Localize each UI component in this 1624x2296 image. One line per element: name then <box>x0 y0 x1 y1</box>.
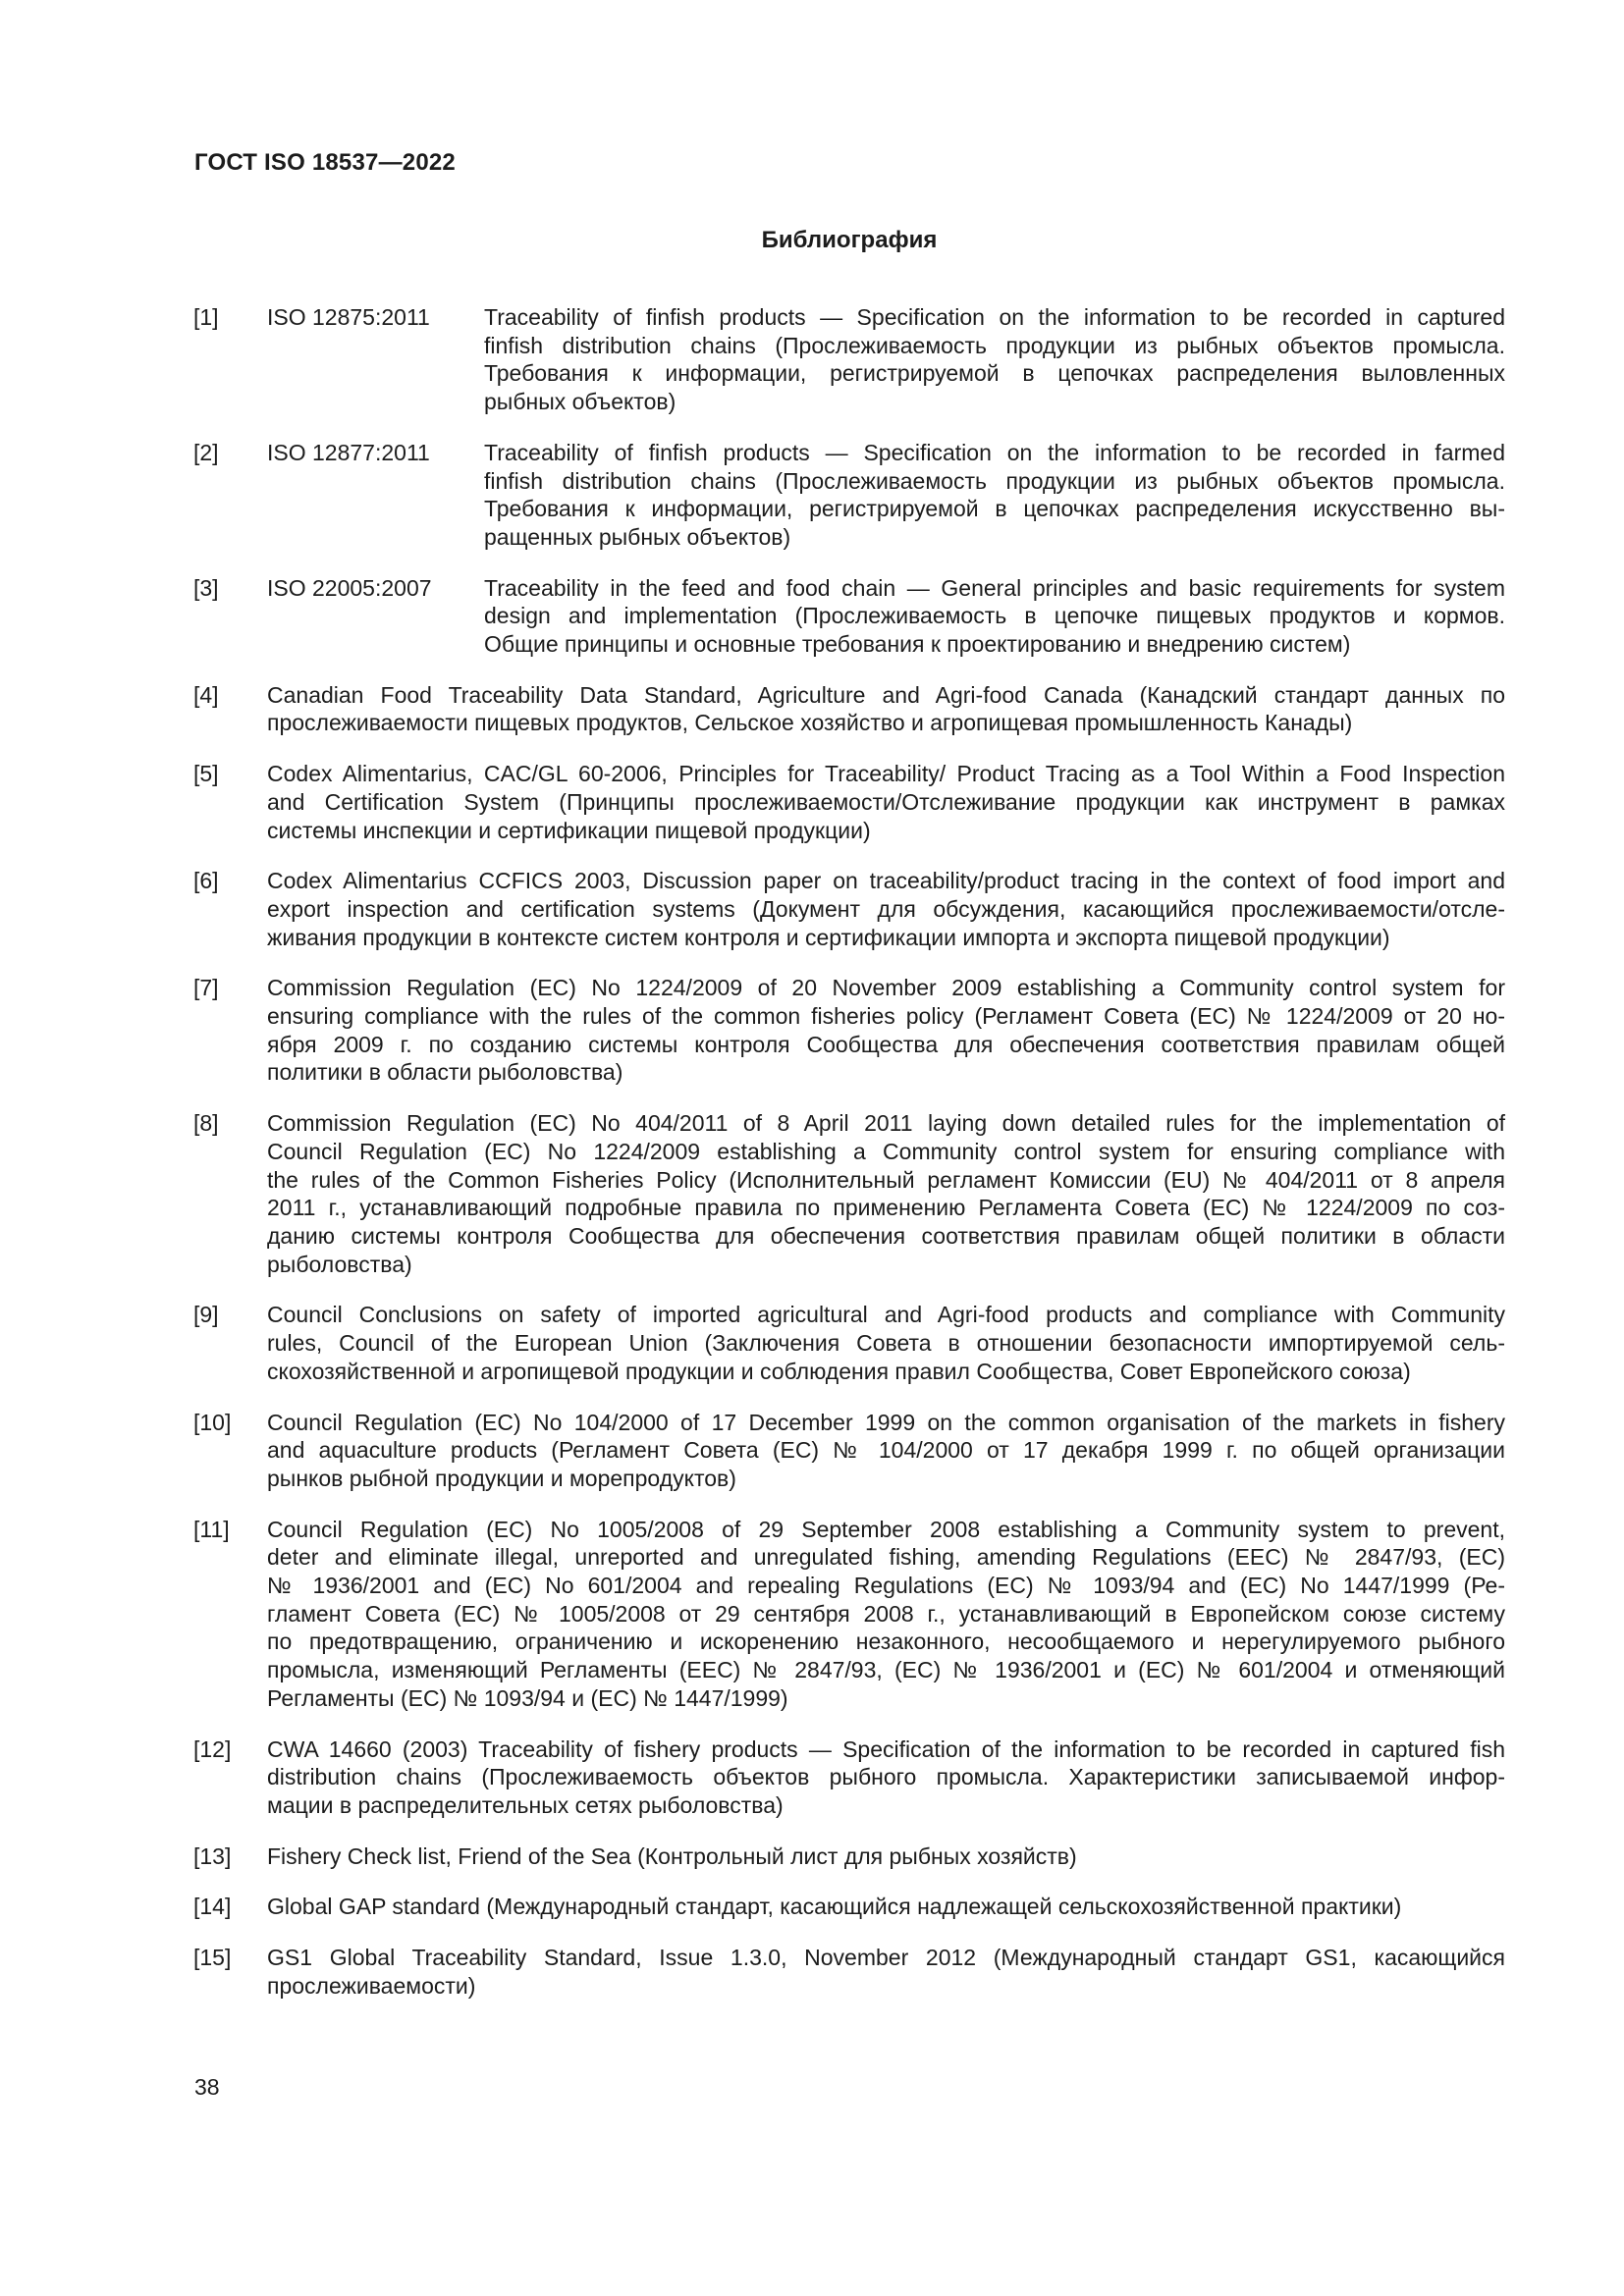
bibliography-entry <box>193 1409 1505 1493</box>
entry-text <box>267 974 1505 1087</box>
entry-number: [5] <box>193 761 219 787</box>
bibliography-entry <box>193 974 1505 1087</box>
entry-number: [9] <box>193 1302 219 1328</box>
entry-text-line: живания продукции в контексте систем контроля и сертификации импорта и экспорта пищевой продукции) <box>267 924 1390 950</box>
entry-text <box>267 681 1505 737</box>
page-number: 38 <box>194 2074 220 2100</box>
entry-text-line: distribution chains (Прослеживаемость объектов рыбного промысла. Характеристики записываемой инфор- <box>267 1764 1505 1790</box>
entry-text <box>267 1109 1505 1278</box>
entry-text <box>267 760 1505 844</box>
entry-text-line: по предотвращению, ограничению и искоренению незаконного, несообщаемого и нерегулируемого рыбного <box>267 1629 1505 1655</box>
entry-text-line: мации в распределительных сетях рыболовства) <box>267 1791 784 1818</box>
entry-text-line: Council Regulation (EC) No 1005/2008 of 29 September 2008 establishing a Community system to prevent, <box>267 1516 1505 1542</box>
entry-text-line: Codex Alimentarius, CAC/GL 60-2006, Principles for Traceability/ Product Tracing as a Tool Within a Food Inspection <box>267 761 1505 787</box>
entry-text-line: Global GAP standard (Международный стандарт, касающийся надлежащей сельскохозяйственной практики) <box>267 1894 1402 1920</box>
entry-text-line: системы инспекции и сертификации пищевой продукции) <box>267 817 871 843</box>
entry-text-line: Требования к информации, регистрируемой в цепочках распределения искусственно вы- <box>484 496 1505 522</box>
entry-text-line: политики в области рыболовства) <box>267 1059 623 1086</box>
entry-text-line: CWA 14660 (2003) Traceability of fishery products — Specification of the information to be recorded in captured fish <box>267 1735 1505 1762</box>
document-code-header: ГОСТ ISO 18537—2022 <box>194 149 456 176</box>
entry-number: [2] <box>193 439 219 465</box>
entry-text-line: finfish distribution chains (Прослеживаемость продукции из рыбных объектов промысла. <box>484 332 1505 358</box>
entry-text <box>267 1409 1505 1493</box>
entry-number: [14] <box>193 1894 232 1920</box>
entry-text-line: прослеживаемости пищевых продуктов, Сельское хозяйство и агропищевая промышленность Канады) <box>267 710 1353 736</box>
entry-text <box>267 1842 1505 1871</box>
entry-text-line: rules, Council of the European Union (Заключения Совета в отношении безопасности импортируемой сель- <box>267 1330 1505 1357</box>
entry-standard-code: ISO 12875:2011 <box>267 304 430 330</box>
entry-text-line: ensuring compliance with the rules of the common fisheries policy (Регламент Совета (ЕС) № 1224/2009 от 20 но- <box>267 1003 1505 1030</box>
entry-text-line: ращенных рыбных объектов) <box>484 523 791 550</box>
entry-text-line: рынков рыбной продукции и морепродуктов) <box>267 1465 736 1491</box>
entry-text-line: Traceability of finfish products — Specification on the information to be recorded in farmed <box>484 439 1505 465</box>
entry-text-line: ября 2009 г. по созданию системы контроля Сообщества для обеспечения соответствия правилам общей <box>267 1031 1505 1057</box>
bibliography-entry <box>193 867 1505 951</box>
bibliography-entry <box>193 1735 1505 1820</box>
entry-text <box>267 867 1505 951</box>
entry-text-line: Council Regulation (EC) No 104/2000 of 17 December 1999 on the common organisation of the markets in fishery <box>267 1409 1505 1435</box>
entry-text-line: рыбных объектов) <box>484 389 677 415</box>
entry-text-line: Council Regulation (EC) No 1224/2009 establishing a Community control system for ensuring compliance with <box>267 1138 1505 1164</box>
entry-text-line: гламент Совета (ЕС) № 1005/2008 от 29 сентября 2008 г., устанавливающий в Европейском союзе систему <box>267 1600 1505 1627</box>
entry-number: [8] <box>193 1110 219 1137</box>
entry-text <box>267 1735 1505 1820</box>
entry-number: [6] <box>193 868 219 894</box>
entry-text <box>267 1893 1505 1921</box>
entry-number: [3] <box>193 574 219 601</box>
entry-text-line: данию системы контроля Сообщества для обеспечения соответствия правилам общей политики в области <box>267 1222 1505 1249</box>
entry-number: [11] <box>193 1516 230 1542</box>
entry-number: [10] <box>193 1409 232 1435</box>
entry-standard-code: ISO 22005:2007 <box>267 574 432 601</box>
entry-number: [1] <box>193 304 219 330</box>
entry-text <box>267 1944 1505 2000</box>
bibliography-entry <box>193 1842 1505 1871</box>
entry-text-line: Traceability in the feed and food chain — General principles and basic requirements for system <box>484 574 1505 601</box>
entry-text-line: Traceability of finfish products — Specification on the information to be recorded in captured <box>484 304 1505 330</box>
entry-text-line: № 1936/2001 and (EC) No 601/2004 and repealing Regulations (EC) № 1093/94 and (EC) No 1447/1999 (Ре- <box>267 1573 1505 1599</box>
bibliography-entry <box>193 681 1505 737</box>
entry-text-line: Codex Alimentarius CCFICS 2003, Discussion paper on traceability/product tracing in the context of food import and <box>267 868 1505 894</box>
bibliography-list <box>193 303 1505 2022</box>
entry-text <box>267 1516 1505 1713</box>
entry-text-line: and aquaculture products (Регламент Совета (ЕС) № 104/2000 от 17 декабря 1999 г. по общей организации <box>267 1437 1505 1464</box>
entry-number: [13] <box>193 1842 232 1869</box>
entry-text-line: 2011 г., устанавливающий подробные правила по применению Регламента Совета (ЕС) № 1224/2009 по соз- <box>267 1195 1505 1221</box>
bibliography-entry <box>193 1109 1505 1278</box>
entry-text-line: Commission Regulation (EC) No 1224/2009 of 20 November 2009 establishing a Community control system for <box>267 975 1505 1001</box>
entry-text-line: Fishery Check list, Friend of the Sea (Контрольный лист для рыбных хозяйств) <box>267 1842 1077 1869</box>
entry-text-line: Регламенты (ЕС) № 1093/94 и (ЕС) № 1447/1999) <box>267 1684 788 1711</box>
entry-text <box>484 303 1505 416</box>
entry-text-line: Commission Regulation (EC) No 404/2011 of 8 April 2011 laying down detailed rules for the implementation of <box>267 1110 1505 1137</box>
entry-number: [7] <box>193 975 219 1001</box>
entry-text-line: the rules of the Common Fisheries Policy (Исполнительный регламент Комиссии (EU) № 404/2011 от 8 апреля <box>267 1166 1505 1193</box>
entry-number: [4] <box>193 681 219 708</box>
entry-text-line: Council Conclusions on safety of imported agricultural and Agri-food products and compliance with Community <box>267 1302 1505 1328</box>
bibliography-entry <box>193 439 1505 552</box>
bibliography-entry <box>193 1944 1505 2000</box>
entry-number: [15] <box>193 1945 232 1971</box>
bibliography-entry <box>193 1516 1505 1713</box>
bibliography-entry <box>193 760 1505 844</box>
entry-text-line: GS1 Global Traceability Standard, Issue 1.3.0, November 2012 (Международный стандарт GS1, касающийся <box>267 1945 1505 1971</box>
entry-text <box>267 1301 1505 1385</box>
entry-text-line: export inspection and certification systems (Документ для обсуждения, касающийся прослеживаемости/отсле- <box>267 895 1505 922</box>
entry-text-line: рыболовства) <box>267 1251 412 1277</box>
entry-standard-code: ISO 12877:2011 <box>267 439 430 465</box>
entry-text-line: Canadian Food Traceability Data Standard, Agriculture and Agri-food Canada (Канадский стандарт данных по <box>267 681 1505 708</box>
entry-text-line: промысла, изменяющий Регламенты (ЕЕС) № 2847/93, (ЕС) № 1936/2001 и (ЕС) № 601/2004 и отменяющий <box>267 1657 1505 1683</box>
bibliography-entry <box>193 574 1505 659</box>
entry-text-line: design and implementation (Прослеживаемость в цепочке пищевых продуктов и кормов. <box>484 603 1505 629</box>
bibliography-entry <box>193 303 1505 416</box>
entry-text-line: Общие принципы и основные требования к проектированию и внедрению систем) <box>484 631 1351 658</box>
entry-text <box>484 439 1505 552</box>
entry-number: [12] <box>193 1735 232 1762</box>
entry-text-line: прослеживаемости) <box>267 1972 476 1999</box>
entry-text <box>484 574 1505 659</box>
entry-text-line: finfish distribution chains (Прослеживаемость продукции из рыбных объектов промысла. <box>484 467 1505 494</box>
entry-text-line: Требования к информации, регистрируемой в цепочках распределения выловленных <box>484 360 1505 387</box>
bibliography-entry <box>193 1301 1505 1385</box>
bibliography-entry <box>193 1893 1505 1921</box>
entry-text-line: deter and eliminate illegal, unreported and unregulated fishing, amending Regulations (EEC) № 2847/93, (EC) <box>267 1544 1505 1571</box>
entry-text-line: скохозяйственной и агропищевой продукции и соблюдения правил Сообщества, Совет Европейского союза) <box>267 1358 1411 1384</box>
entry-text-line: and Certification System (Принципы прослеживаемости/Отслеживание продукции как инструмент в рамках <box>267 788 1505 815</box>
section-title: Библиография <box>761 227 938 253</box>
